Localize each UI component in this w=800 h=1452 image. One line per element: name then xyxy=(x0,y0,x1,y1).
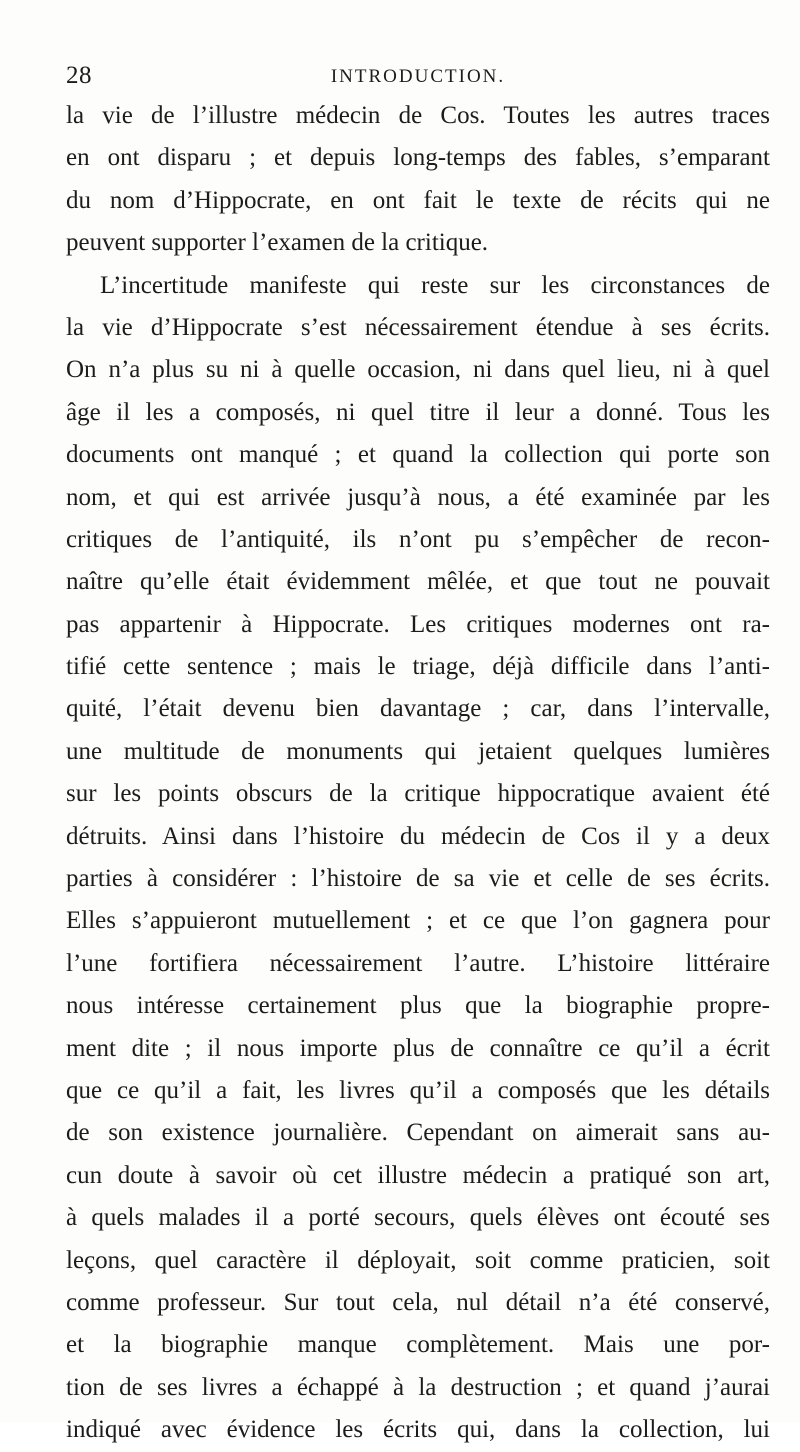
text-line: l’une fortifiera nécessairement l’autre. L’histoire littéraire xyxy=(66,949,770,977)
text-line: indiqué avec évidence les écrits qui, dans la collection, lui xyxy=(66,1416,770,1444)
text-line: pas appartenir à Hippocrate. Les critiques modernes ont ra- xyxy=(66,610,770,638)
text-line: L’incertitude manifeste qui reste sur les circonstances de xyxy=(100,271,770,299)
text-line: cun doute à savoir où cet illustre médecin a pratiqué son art, xyxy=(66,1161,770,1189)
text-line: sur les points obscurs de la critique hippocratique avaient été xyxy=(66,780,770,808)
text-line: comme professeur. Sur tout cela, nul détail n’a été conservé, xyxy=(66,1288,770,1316)
text-line: âge il les a composés, ni quel titre il leur a donné. Tous les xyxy=(66,398,770,426)
text-line: tion de ses livres a échappé à la destruction ; et quand j’aurai xyxy=(66,1373,770,1401)
text-line: détruits. Ainsi dans l’histoire du médecin de Cos il y a deux xyxy=(66,822,770,850)
text-line: tifié cette sentence ; mais le triage, déjà difficile dans l’anti- xyxy=(66,653,770,681)
page-number: 28 xyxy=(66,62,92,89)
text-line: nous intéresse certainement plus que la biographie propre- xyxy=(66,992,770,1020)
text-line: naître qu’elle était évidemment mêlée, et que tout ne pouvait xyxy=(66,568,770,596)
text-line: critiques de l’antiquité, ils n’ont pu s’empêcher de recon- xyxy=(66,525,770,553)
text-line: ment dite ; il nous importe plus de connaître ce qu’il a écrit xyxy=(66,1034,770,1062)
text-line: à quels malades il a porté secours, quels élèves ont écouté ses xyxy=(66,1204,770,1232)
text-line: et la biographie manque complètement. Mais une por- xyxy=(66,1331,770,1359)
text-line: de son existence journalière. Cependant on aimerait sans au- xyxy=(66,1119,770,1147)
text-line: Elles s’appuieront mutuellement ; et ce que l’on gagnera pour xyxy=(66,907,770,935)
text-line: une multitude de monuments qui jetaient quelques lumières xyxy=(66,737,770,765)
text-line: du nom d’Hippocrate, en ont fait le texte de récits qui ne xyxy=(66,186,770,214)
text-line: parties à considérer : l’histoire de sa vie et celle de ses écrits. xyxy=(66,865,770,893)
text-line: que ce qu’il a fait, les livres qu’il a composés que les détails xyxy=(66,1076,770,1104)
running-head xyxy=(66,62,770,96)
text-line: en ont disparu ; et depuis long-temps des fables, s’emparant xyxy=(66,144,770,172)
text-line: la vie de l’illustre médecin de Cos. Toutes les autres traces xyxy=(66,102,770,129)
body-text xyxy=(66,95,770,1452)
text-line: peuvent supporter l’examen de la critique. xyxy=(66,229,489,257)
text-line: On n’a plus su ni à quelle occasion, ni dans quel lieu, ni à quel xyxy=(66,356,770,384)
text-line: leçons, quel caractère il déployait, soit comme praticien, soit xyxy=(66,1246,770,1274)
text-line: la vie d’Hippocrate s’est nécessairement étendue à ses écrits. xyxy=(66,313,770,341)
text-line: quité, l’était devenu bien davantage ; car, dans l’intervalle, xyxy=(66,695,770,723)
running-title: INTRODUCTION. xyxy=(330,66,506,87)
text-line: documents ont manqué ; et quand la collection qui porte son xyxy=(66,441,770,469)
text-line: nom, et qui est arrivée jusqu’à nous, a été examinée par les xyxy=(66,483,770,511)
